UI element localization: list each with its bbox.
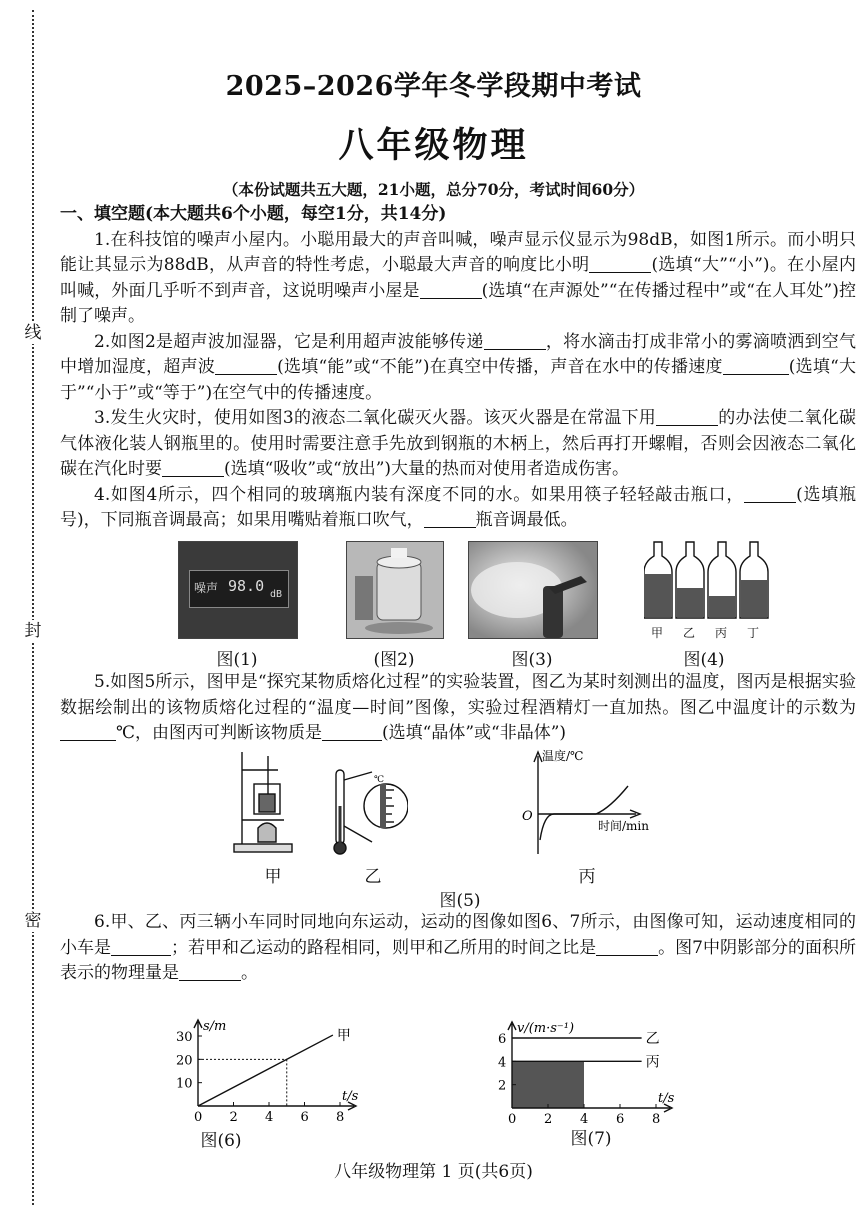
figure-3-caption: 图(3) [511, 650, 553, 670]
question-4: 4.如图4所示，四个相同的玻璃瓶内装有深度不同的水。如果用筷子轻轻敲击瓶口， (选填瓶号)，下同瓶音调最高；如果用嘴贴着瓶口吹气， 瓶音调最低。 [60, 484, 856, 530]
question-area-2 [60, 670, 856, 747]
answer-blank[interactable] [424, 509, 476, 528]
series-line [198, 1035, 333, 1106]
series-label: 乙 [645, 1031, 660, 1047]
question-2: 2.如图2是超声波加湿器，它是利用超声波能够传递 ，将水滴击打成非常小的雾滴喷洒到空气中增加湿度，超声波 (选填“能”或“不能”)在真空中传播，声音在水中的传播速度 (选填“大于”“小于”或“等于”)在空气中的传播速度。 [60, 331, 857, 403]
bottle-label-yi: 乙 [683, 626, 696, 640]
question-3: 3.发生火灾时，使用如图3的液态二氧化碳灭火器。该灭火器是在常温下用 的办法使二氧化碳气体液化装人钢瓶里的。使用时需要注意手先放到钢瓶的木柄上，然后再打开螺帽，否则会因液态二氧化碳在汽化时要 (选填“吸收”或“放出”)大量的热而对使用者造成伤害。 [60, 408, 856, 479]
x-tick-label: 6 [616, 1112, 625, 1126]
x-axis-label: t/s [658, 1091, 675, 1106]
answer-blank[interactable] [111, 937, 171, 956]
binding-mark-mi: 密 [22, 910, 44, 932]
binding-mark-feng: 封 [22, 620, 44, 642]
x-tick-label: 2 [229, 1110, 238, 1125]
figure-5-graph [510, 746, 668, 858]
x-tick-label: 0 [194, 1110, 203, 1125]
answer-blank[interactable] [589, 254, 651, 273]
figure-4-bottles [644, 538, 770, 642]
answer-blank[interactable] [215, 356, 277, 375]
thermometer-unit: ℃ [374, 775, 385, 785]
x-tick-label: 8 [652, 1112, 661, 1126]
answer-blank[interactable] [484, 331, 546, 350]
figure-5-caption: 图(5) [439, 891, 481, 911]
figure-5-thermometer [328, 756, 408, 860]
figure-2-caption: (图2) [373, 650, 415, 670]
y-tick-label: 30 [176, 1030, 193, 1045]
bottles-icon [644, 538, 770, 622]
question-area [60, 202, 856, 534]
x-tick-label: 8 [336, 1110, 345, 1125]
section-title: 一、填空题(本大题共6个小题，每空1分，共14分) [60, 204, 447, 224]
y-tick-label: 6 [498, 1032, 507, 1047]
answer-blank[interactable] [60, 722, 116, 741]
figure-3-photo [468, 541, 598, 639]
graph-origin: O [522, 809, 533, 824]
x-tick-label: 0 [508, 1112, 517, 1126]
y-axis-label: s/m [203, 1019, 227, 1034]
question-1: 1.在科技馆的噪声小屋内。小聪用最大的声音叫喊，噪声显示仪显示为98dB，如图1所示。而小明只能让其显示为88dB，从声音的特性考虑，小聪最大声音的响度比小明 (选填“大”“小”)。在小屋内叫喊，外面几乎听不到声音，这说明噪声小屋是 (选填“在声源处”“在传播过程中”或“在人耳处”)控制了噪声。 [60, 229, 856, 326]
y-tick-label: 10 [176, 1076, 193, 1092]
figure-4-caption: 图(4) [683, 650, 725, 670]
exam-note: （本份试题共五大题，21小题，总分70分，考试时间60分） [222, 180, 645, 199]
noise-display: 噪声 98.0 dB [189, 570, 289, 608]
x-tick-label: 2 [544, 1112, 553, 1126]
figure-5-label-jia: 甲 [264, 867, 282, 887]
shaded-area [512, 1061, 584, 1108]
x-tick-label: 4 [580, 1112, 589, 1126]
bottle-label-bing: 丙 [715, 626, 728, 640]
graph-ylabel: 温度/℃ [542, 749, 584, 763]
y-tick-label: 2 [498, 1078, 507, 1094]
answer-blank[interactable] [420, 280, 482, 299]
figure-2-photo [346, 541, 444, 639]
x-tick-label: 4 [265, 1110, 274, 1125]
figure-1-photo [178, 541, 298, 639]
series-label: 丙 [645, 1054, 660, 1071]
figure-6-chart [168, 1010, 368, 1126]
question-6: 6.甲、乙、丙三辆小车同时同地向东运动，运动的图像如图6、7所示，由图像可知，运动速度相同的小车是 ；若甲和乙运动的路程相同，则甲和乙所用的时间之比是 。图7中阴影部分的面积所表示的物理量是 。 [60, 912, 856, 983]
question-5: 5.如图5所示，图甲是“探究某物质熔化过程”的实验装置，图乙为某时刻测出的温度，图丙是根据实验数据绘制出的该物质熔化过程的“温度—时间”图像，实验过程酒精灯一直加热。图乙中温度计的示数为℃，由图丙可判断该物质是 (选填“晶体”或“非晶体”) [60, 672, 856, 743]
answer-blank[interactable] [162, 458, 224, 477]
answer-blank[interactable] [596, 937, 658, 956]
figure-5-apparatus [232, 748, 298, 856]
figure-5-label-bing: 丙 [578, 867, 596, 887]
figure-6-caption: 图(6) [200, 1131, 242, 1151]
answer-blank[interactable] [179, 962, 241, 981]
exam-title: 2025–2026学年冬学段期中考试 [225, 71, 642, 102]
answer-blank[interactable] [322, 722, 382, 741]
subject-title: 八年级物理 [338, 125, 529, 166]
answer-blank[interactable] [656, 407, 718, 426]
humidifier-icon [347, 542, 443, 638]
figure-1-caption: 图(1) [216, 650, 258, 670]
answer-blank[interactable] [744, 484, 796, 503]
answer-blank[interactable] [723, 356, 789, 375]
x-tick-label: 6 [300, 1110, 309, 1125]
y-axis-label: v/(m·s⁻¹) [517, 1021, 575, 1036]
figure-7-chart [474, 1012, 684, 1126]
figure-7-caption: 图(7) [570, 1129, 612, 1149]
bottle-label-ding: 丁 [747, 626, 760, 640]
series-label: 甲 [336, 1028, 351, 1045]
binding-mark-xian: 线 [22, 322, 44, 344]
question-area-3 [60, 910, 856, 987]
x-axis-label: t/s [342, 1089, 359, 1104]
fire-extinguisher-icon [469, 542, 597, 638]
y-tick-label: 20 [176, 1053, 193, 1069]
bottle-label-jia: 甲 [651, 626, 664, 640]
graph-xlabel: 时间/min [598, 819, 649, 833]
y-tick-label: 4 [498, 1055, 507, 1071]
figure-5-label-yi: 乙 [364, 867, 382, 887]
page-footer: 八年级物理第 1 页(共6页) [334, 1162, 533, 1182]
